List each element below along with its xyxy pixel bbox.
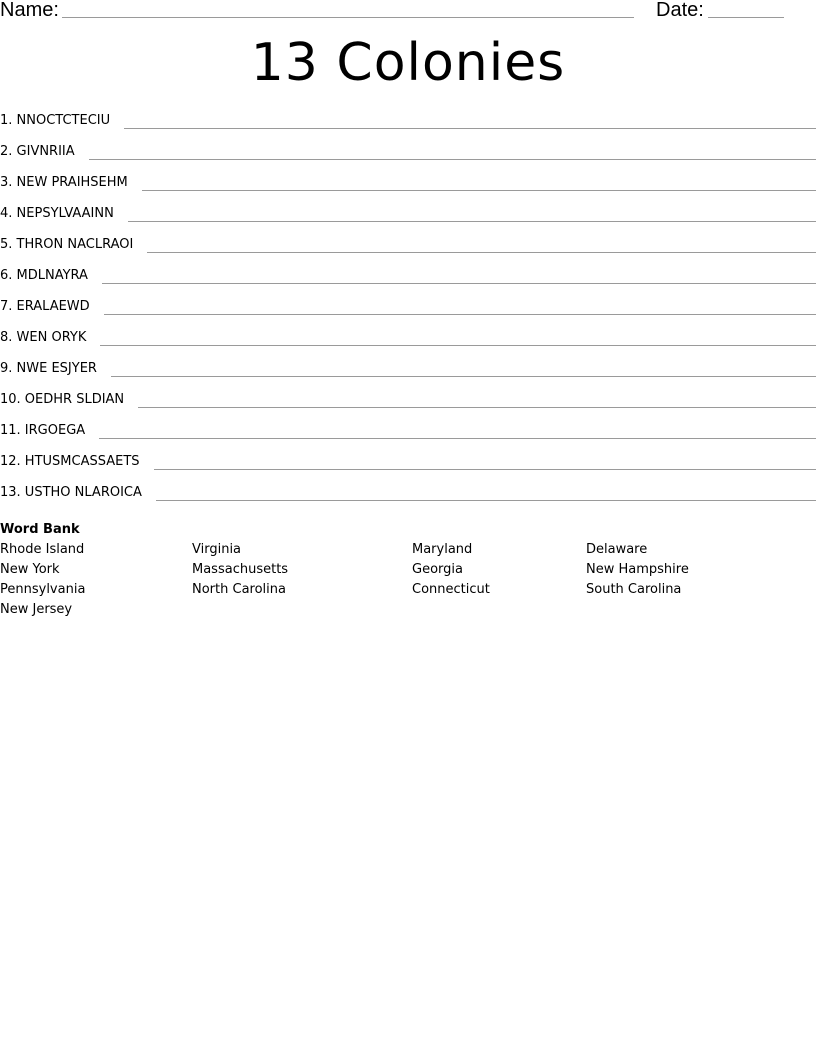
- word-bank-column: [0, 540, 85, 620]
- scrambled-word: 10. OEDHR SLDIAN: [0, 392, 125, 407]
- name-label: Name:: [0, 0, 59, 21]
- problem-item: [0, 141, 816, 172]
- word-bank-word: Maryland: [412, 542, 473, 557]
- answer-line[interactable]: [124, 128, 816, 129]
- problem-item: [0, 420, 816, 451]
- word-bank-word: North Carolina: [192, 582, 286, 597]
- scrambled-word: 8. WEN ORYK: [0, 330, 87, 345]
- answer-line[interactable]: [128, 221, 816, 222]
- scrambled-word: 4. NEPSYLVAAINN: [0, 206, 114, 221]
- answer-line[interactable]: [99, 438, 816, 439]
- problem-item: [0, 296, 816, 327]
- word-bank-word: Delaware: [586, 542, 648, 557]
- scrambled-word: 11. IRGOEGA: [0, 423, 86, 438]
- worksheet-header: [0, 0, 816, 28]
- problem-item: [0, 327, 816, 358]
- answer-line[interactable]: [100, 345, 816, 346]
- scrambled-word: 12. HTUSMCASSAETS: [0, 454, 140, 469]
- problem-item: [0, 451, 816, 482]
- answer-line[interactable]: [138, 407, 816, 408]
- answer-line[interactable]: [156, 500, 816, 501]
- word-bank-word: Rhode Island: [0, 542, 85, 557]
- problem-item: [0, 265, 816, 296]
- word-bank-word: Virginia: [192, 542, 242, 557]
- word-bank-word: New Jersey: [0, 602, 73, 617]
- scrambled-word: 9. NWE ESJYER: [0, 361, 97, 376]
- scrambled-word: 2. GIVNRIIA: [0, 144, 75, 159]
- problem-item: [0, 389, 816, 420]
- problem-item: [0, 482, 816, 513]
- scrambled-word: 7. ERALAEWD: [0, 299, 90, 314]
- scrambled-word: 6. MDLNAYRA: [0, 268, 88, 283]
- word-bank-column: [586, 540, 689, 600]
- worksheet-title: 13 Colonies: [250, 33, 566, 93]
- name-field-line[interactable]: [62, 17, 634, 18]
- answer-line[interactable]: [154, 469, 816, 470]
- problem-item: [0, 358, 816, 389]
- word-bank-title: Word Bank: [0, 522, 80, 537]
- word-bank-word: Connecticut: [412, 582, 490, 597]
- scrambled-word: 13. USTHO NLAROICA: [0, 485, 142, 500]
- word-bank-word: New York: [0, 562, 60, 577]
- problem-item: [0, 234, 816, 265]
- date-label: Date:: [656, 0, 704, 21]
- word-bank-word: South Carolina: [586, 582, 682, 597]
- word-bank-word: New Hampshire: [586, 562, 689, 577]
- scrambled-word: 5. THRON NACLRAOI: [0, 237, 134, 252]
- word-bank: [0, 520, 816, 617]
- word-bank-column: [412, 540, 490, 600]
- problem-item: [0, 110, 816, 141]
- answer-line[interactable]: [111, 376, 816, 377]
- answer-line[interactable]: [89, 159, 816, 160]
- answer-line[interactable]: [102, 283, 816, 284]
- answer-line[interactable]: [142, 190, 816, 191]
- scramble-problem-list: [0, 110, 816, 513]
- scrambled-word: 3. NEW PRAIHSEHM: [0, 175, 128, 190]
- answer-line[interactable]: [147, 252, 816, 253]
- answer-line[interactable]: [104, 314, 816, 315]
- scrambled-word: 1. NNOCTCTECIU: [0, 113, 111, 128]
- word-bank-word: Pennsylvania: [0, 582, 86, 597]
- problem-item: [0, 172, 816, 203]
- date-field-line[interactable]: [708, 17, 784, 18]
- word-bank-word: Massachusetts: [192, 562, 289, 577]
- word-bank-column: [192, 540, 288, 600]
- problem-item: [0, 203, 816, 234]
- word-bank-word: Georgia: [412, 562, 463, 577]
